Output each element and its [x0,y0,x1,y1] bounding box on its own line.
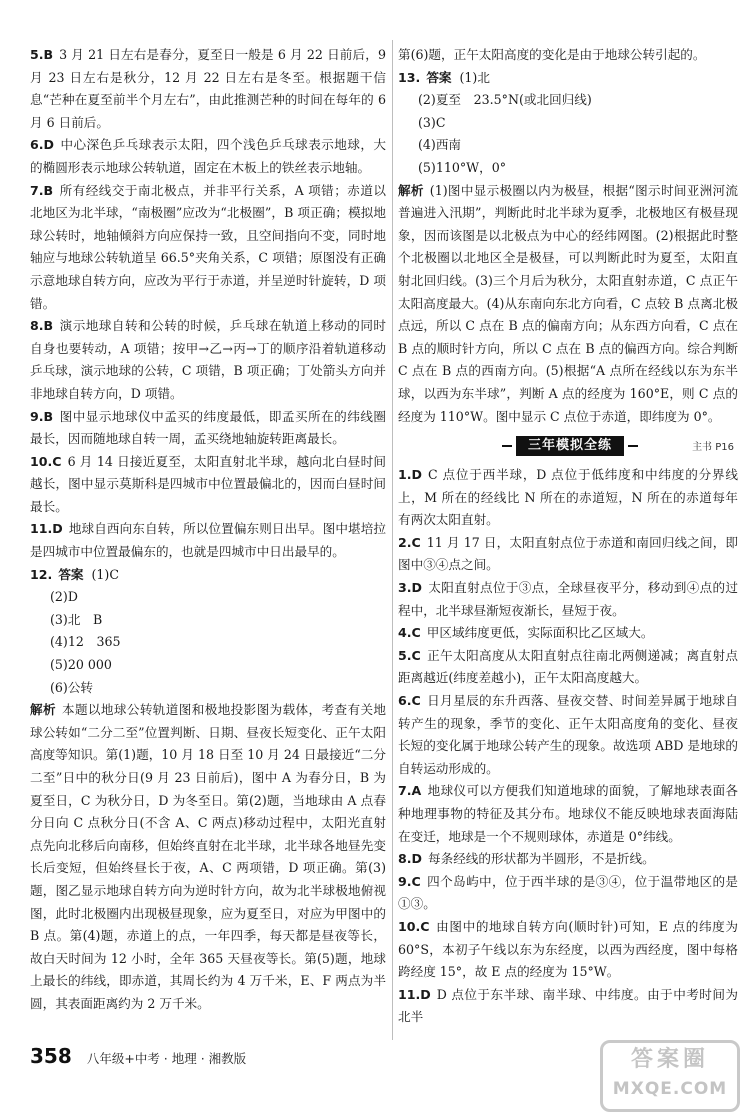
answer-12 [30,564,386,587]
answer-part: (6)公转 [50,679,94,695]
answer-part: (2)夏至 23.5°N(或北回归线) [418,92,592,108]
answer-number: 12. [30,566,53,582]
answer-part: (3)C [418,114,446,130]
answer-part: (1)北 [459,69,490,85]
answer-part: (5)20 000 [50,657,112,673]
answer-number: 8.D [398,851,423,867]
answer-10 [30,451,386,519]
list-item [398,464,738,532]
column-divider [392,40,393,1040]
answer-number: 10.C [30,453,62,469]
answer-9 [30,406,386,451]
answer-number: 6.D [30,137,55,153]
analysis-text: 本题以地球公转轨道图和极地投影图为载体，考查有关地球公转如“二分二至”位置判断、日期、昼夜长短变化、正午太阳高度等知识。第(1)题，10 月 18 日至 10 月 24 日最接近“二分二至”日中的秋分日(9 月 23 日前后)，图中 A 为春分日，B 为夏至日，C 为秋分日，D 为冬至日。第(2)题，当地球由 A 点春分日向 C 点秋分日(不含 A、C 两点)移动过程中，太阳光直射点先向北移后向南移，但始终直射在北半球，北半球各地昼先变长后变短，但始终昼长于夜，A、C 两项错，D 项正确。第(3)题，图乙显示地球自转方向为逆时针方向，故为北半球极地俯视图，此时北极圈内出现极昼现象，应为夏至日，对应为甲图中的 B 点。第(4)题，赤道上的点，一年四季，每天都是昼夜等长，故白天时间为 12 小时，全年 365 天昼夜等长。第(5)题，地球上最长的纬线，即赤道，其周长约为 4 万千米，E、F 两点为半圆，其表面距离约为 2 万千米。 [30,702,387,1011]
list-item [398,871,738,916]
answer-text: 中心深色乒乓球表示太阳，四个浅色乒乓球表示地球，大的椭圆形表示地球公转轨道，固定在木板上的铁丝表示地轴。 [30,137,386,175]
answer-part: (4)12 365 [50,634,121,650]
list-item [398,690,738,780]
watermark-logo [600,1040,740,1112]
answer-number: 3.D [398,580,423,596]
analysis-12 [30,699,386,1015]
answer-8 [30,315,386,405]
list-item [398,780,738,848]
answer-part: (4)西南 [418,137,462,153]
right-column [398,44,738,1029]
book-title: 八年级+中考 · 地理 · 湘教版 [86,1051,247,1066]
answer-text: C 点位于西半球，D 点位于低纬度和中纬度的分界线上，M 所在的经线比 N 所在的赤道短，N 所在的赤道每年有两次太阳直射。 [398,467,738,528]
section-page-ref: 主书 P16 [692,442,734,454]
list-item [398,984,738,1029]
answer-text: 地球仪可以方便我们知道地球的面貌，了解地球表面各种地理事物的特征及其分布。地球仪不能反映地球表面海陆在变迁，地球是一个不规则球体，赤道是 0°纬线。 [398,783,738,844]
answer-number: 7.A [398,783,422,799]
section-title: 三年模拟全练 [516,436,624,456]
answer-number: 9.C [398,873,421,889]
watermark-url: MXQE.COM [612,1079,728,1099]
answer-number: 11.D [30,521,63,537]
answer-number: 4.C [398,625,421,641]
answer-11 [30,518,386,563]
answer-number: 7.B [30,182,54,198]
answer-number: 6.C [398,693,421,709]
page-number: 358 [30,1044,72,1068]
answer-text: 3 月 21 日左右是春分，夏至日一般是 6 月 22 日前后，9 月 23 日左右是秋分，12 月 22 日左右是冬至。根据题干信息“芒种在夏至前半个月左右”，由此推测芒种的时间在每年的 6 月 6 日前后。 [30,47,386,130]
carry-over-text: 第(6)题，正午太阳高度的变化是由于地球公转引起的。 [398,47,706,62]
list-item [398,916,738,984]
list-item [398,848,738,871]
answer-number: 1.D [398,467,423,483]
answer-label: 答案 [426,69,452,85]
answer-text: 图中显示地球仪中孟买的纬度最低，即孟买所在的纬线圈最长，因而随地球自转一周，孟买绕地轴旋转距离最长。 [30,408,386,447]
answer-13 [398,67,738,90]
answer-number: 5.C [398,647,421,663]
answer-number: 5.B [30,47,54,62]
answer-text: 四个岛屿中，位于西半球的是③④，位于温带地区的是①③。 [398,873,738,912]
answer-number: 8.B [30,318,54,334]
analysis-text: (1)图中显示极圈以内为极昼，根据“图示时间亚洲河流普遍进入汛期”，判断此时北半球为夏季，北极地区有极昼现象，因而该图是以北极点为中心的经纬网图。(2)根据此时整个北极圈以北地区全是极昼，可以判断此时为夏至，太阳直射北回归线。(3)三个月后为秋分，太阳直射赤道，C 点正午太阳高度最大。(4)从东南向东北方向看，C 点较 B 点离北极点远，所以 C 点在 B 点的偏南方向；从东西方向看，C 点在 B 点的顺时针方向，所以 C 点在 B 点的偏西方向。综合判断 C 点在 B 点的西南方向。(5)根据“A 点所在经线以东为东半球，以西为东半球”，判断 A 点的经度为 160°E，则 C 点的经度为 110°W。图中显示 C 点位于赤道，即纬度为 0°。 [398,182,739,424]
answer-text: 日月星辰的东升西落、昼夜交替、时间差异属于地球自转产生的现象，季节的变化、正午太阳高度角的变化、昼夜长短的变化属于地球公转产生的现象。故选项 ABD 是地球的自转运动形成的。 [398,693,738,776]
list-item [398,622,738,645]
answer-text: 甲区域纬度更低，实际面积比乙区域大。 [426,625,654,641]
left-column [30,44,386,1016]
answer-number: 2.C [398,534,421,550]
answer-part: (3)北 B [50,611,103,627]
section-header [398,434,738,460]
answer-text: 演示地球自转和公转的时候，乒乓球在轨道上移动的同时自身也要转动，A 项错；按甲→乙→丙→丁的顺序沿着轨道移动乒乓球，演示地球的公转，C 项错，B 项正确；丁处箭头方向并非地球自转方向，D 项错。 [30,318,386,401]
page-footer [30,1044,246,1068]
answer-text: 由图中的地球自转方向(顺时针)可知，E 点的纬度为 60°S，本初子午线以东为东经度，以西为西经度，图中每格跨经度 15°，故 E 点的经度为 15°W。 [398,918,738,980]
answer-part: (5)110°W，0° [418,159,507,175]
answer-number: 11.D [398,986,431,1002]
list-item [398,645,738,690]
answer-number: 13. [398,69,421,85]
answer-text: 地球自西向东自转，所以位置偏东则日出早。图中堪培拉是四城市中位置最偏东的，也就是四城市中日出最早的。 [30,521,386,560]
watermark-text: 答案圈 [630,1047,709,1072]
answer-text: 正午太阳高度从太阳直射点往南北两侧递减；离直射点距离越近(纬度差越小)，正午太阳高度越大。 [398,647,738,686]
answer-text: D 点位于东半球、南半球、中纬度。由于中考时间为北半 [398,986,738,1025]
list-item [398,577,738,622]
answer-label: 答案 [58,566,84,582]
answer-text: 所有经线交于南北极点，并非平行关系，A 项错；赤道以北地区为北半球，“南极圈”应改为“北极圈”，B 项正确；模拟地球公转时，地轴倾斜方向应保持一致，且空间指向不变，同时地轴应与地球公转轨道呈 66.5°夹角关系，C 项错；原图没有正确示意地球自转方向，应改为平行于赤道，并呈逆时针旋转，D 项错。 [30,182,386,311]
answer-7 [30,180,386,316]
answer-text: 每条经线的形状都为半圆形，不是折线。 [428,851,655,867]
answer-text: 太阳直射点位于③点，全球昼夜平分，移动到④点的过程中，北半球昼渐短夜渐长，昼短于夜。 [398,580,738,618]
answer-5 [30,44,386,134]
analysis-13 [398,180,738,429]
answer-text: 11 月 17 日，太阳直射点位于赤道和南回归线之间，即图中③④点之间。 [398,534,738,573]
answer-6 [30,134,386,179]
answer-text: 6 月 14 日接近夏至，太阳直射北半球，越向北白昼时间越长，图中显示莫斯科是四城市中位置最偏北的，因而白昼时间最长。 [30,453,386,514]
analysis-label: 解析 [398,182,424,198]
list-item [398,532,738,577]
answer-number: 10.C [398,918,430,934]
answer-number: 9.B [30,408,54,424]
analysis-label: 解析 [30,702,56,718]
answer-part: (1)C [91,566,119,582]
answer-part: (2)D [50,589,78,605]
